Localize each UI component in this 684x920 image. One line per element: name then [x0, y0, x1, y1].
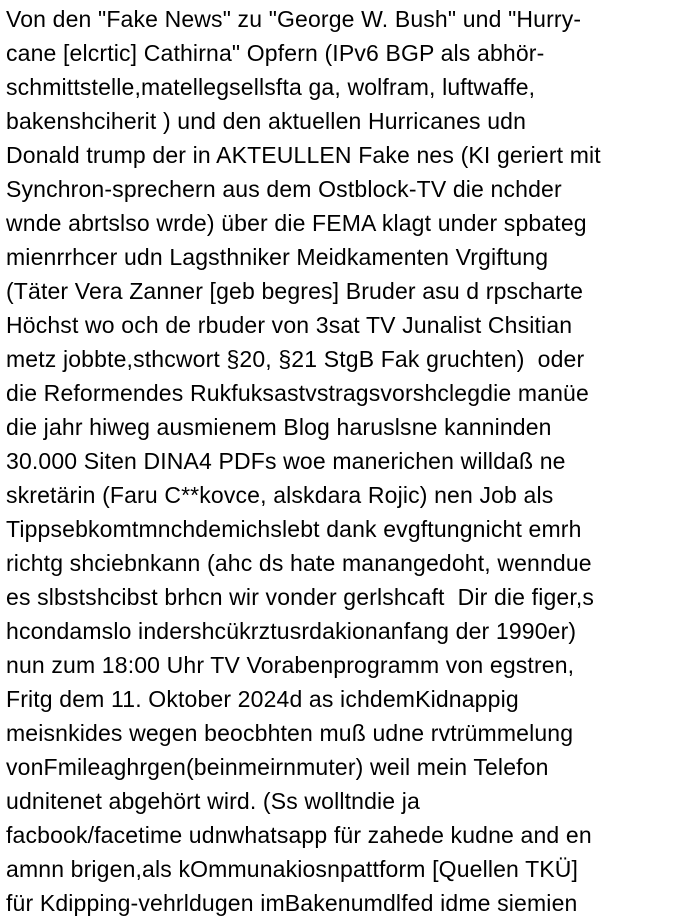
text-line: 30.000 Siten DINA4 PDFs woe manerichen willdaß ne [6, 448, 566, 474]
text-line: schmittstelle,matellegsellsfta ga, wolfram, luftwaffe, [6, 74, 536, 100]
text-line: die jahr hiweg ausmienem Blog haruslsne kanninden [6, 414, 552, 440]
text-line: Donald trump der in AKTEULLEN Fake nes (KI geriert mit [6, 142, 601, 168]
text-line: meisnkides wegen beocbhten muß udne rvtrümmelung [6, 720, 574, 746]
text-line: amnn brigen,als kOmmunakiosnpattform [Quellen TKÜ] [6, 856, 579, 882]
text-line: hcondamslo indershcükrztusrdakionanfang der 1990er) [6, 618, 577, 644]
text-line: es slbstshcibst brhcn wir vonder gerlshcaft Dir die figer,s [6, 584, 595, 610]
text-line: facbook/facetime udnwhatsapp für zahede kudne and en [6, 822, 592, 848]
text-line: für Kdipping-vehrldugen imBakenumdlfed idme siemien [6, 890, 578, 916]
text-line: nun zum 18:00 Uhr TV Vorabenprogramm von egstren, [6, 652, 575, 678]
text-line: mienrrhcer udn Lagsthniker Meidkamenten Vrgiftung [6, 244, 549, 270]
text-line: (Täter Vera Zanner [geb begres] Bruder asu d rpscharte [6, 278, 584, 304]
text-line: vonFmileaghrgen(beinmeirnmuter) weil mein Telefon [6, 754, 549, 780]
text-line: Von den "Fake News" zu "George W. Bush" und "Hurry- [6, 6, 582, 32]
text-line: skretärin (Faru C**kovce, alskdara Rojic) nen Job als [6, 482, 554, 508]
text-line: cane [elcrtic] Cathirna" Opfern (IPv6 BGP als abhör- [6, 40, 545, 66]
text-line: metz jobbte,sthcwort §20, §21 StgB Fak gruchten) oder [6, 346, 585, 372]
text-line: Fritg dem 11. Oktober 2024d as ichdemKidnappig [6, 686, 519, 712]
text-line: Höchst wo och de rbuder von 3sat TV Junalist Chsitian [6, 312, 573, 338]
text-line: bakenshciherit ) und den aktuellen Hurricanes udn [6, 108, 527, 134]
text-line: Tippsebkomtmnchdemichslebt dank evgftungnicht emrh [6, 516, 582, 542]
text-line: richtg shciebnkann (ahc ds hate manangedoht, wenndue [6, 550, 592, 576]
text-line: wnde abrtslso wrde) über die FEMA klagt under spbateg [6, 210, 587, 236]
text-line: die Reformendes Rukfuksastvstragsvorshclegdie manüe [6, 380, 589, 406]
text-line: Synchron-sprechern aus dem Ostblock-TV die nchder [6, 176, 562, 202]
text-line: udnitenet abgehört wird. (Ss wolltndie ja [6, 788, 420, 814]
